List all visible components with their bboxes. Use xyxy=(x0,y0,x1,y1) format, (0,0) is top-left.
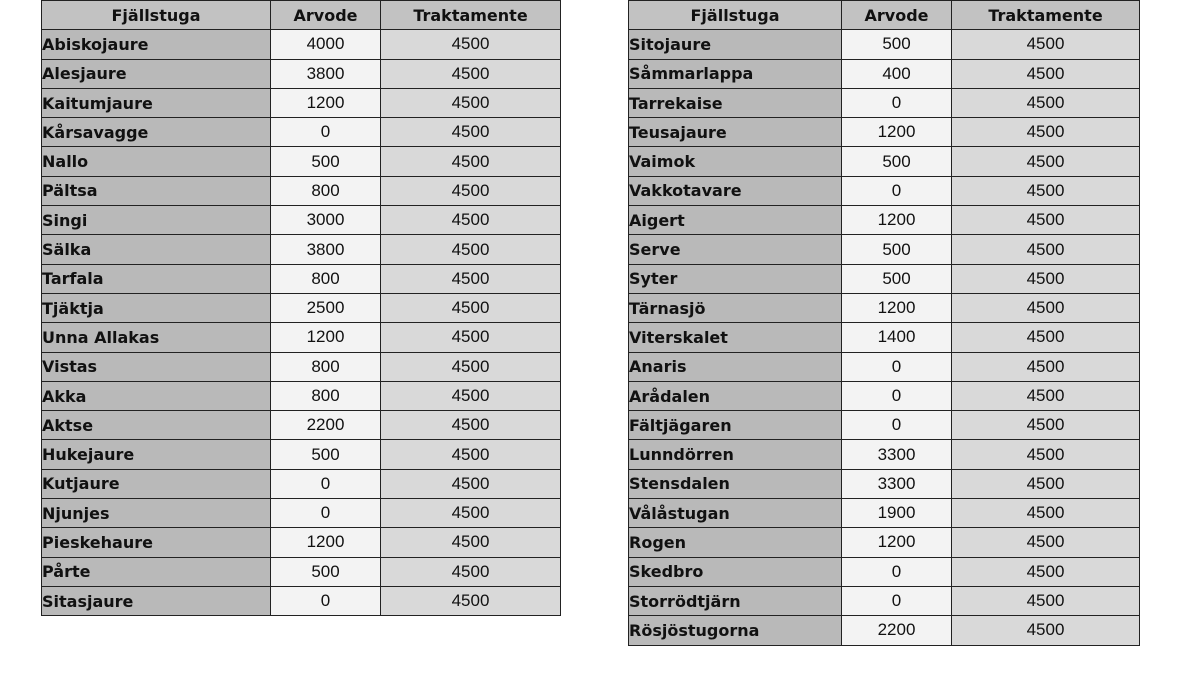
arvode-cell: 800 xyxy=(271,264,381,293)
header-row xyxy=(42,1,561,30)
cabin-name-cell: Serve xyxy=(629,235,842,264)
cabin-name-cell: Njunjes xyxy=(42,499,271,528)
traktamente-cell: 4500 xyxy=(952,469,1140,498)
traktamente-cell: 4500 xyxy=(381,206,561,235)
table-row xyxy=(629,176,1140,205)
table-row xyxy=(42,411,561,440)
arvode-cell: 500 xyxy=(842,147,952,176)
traktamente-cell: 4500 xyxy=(952,440,1140,469)
traktamente-cell: 4500 xyxy=(952,118,1140,147)
table-row xyxy=(42,293,561,322)
table-row xyxy=(629,499,1140,528)
traktamente-cell: 4500 xyxy=(381,293,561,322)
table-row xyxy=(629,440,1140,469)
cabin-rates-table-left xyxy=(41,0,561,616)
arvode-cell: 1200 xyxy=(271,88,381,117)
traktamente-cell: 4500 xyxy=(381,118,561,147)
cabin-name-cell: Aktse xyxy=(42,411,271,440)
arvode-cell: 0 xyxy=(842,352,952,381)
traktamente-cell: 4500 xyxy=(381,30,561,59)
cabin-name-cell: Akka xyxy=(42,381,271,410)
arvode-cell: 1200 xyxy=(842,293,952,322)
arvode-cell: 2200 xyxy=(271,411,381,440)
cabin-name-cell: Fältjägaren xyxy=(629,411,842,440)
arvode-cell: 3000 xyxy=(271,206,381,235)
table-row xyxy=(42,323,561,352)
table-row xyxy=(629,147,1140,176)
cabin-name-cell: Sitasjaure xyxy=(42,586,271,615)
table-row xyxy=(42,147,561,176)
traktamente-cell: 4500 xyxy=(381,528,561,557)
arvode-cell: 800 xyxy=(271,352,381,381)
table-row xyxy=(42,176,561,205)
table-row xyxy=(42,557,561,586)
arvode-cell: 500 xyxy=(271,147,381,176)
cabin-name-cell: Singi xyxy=(42,206,271,235)
traktamente-cell: 4500 xyxy=(952,206,1140,235)
traktamente-cell: 4500 xyxy=(952,30,1140,59)
header-row xyxy=(629,1,1140,30)
arvode-cell: 800 xyxy=(271,176,381,205)
traktamente-cell: 4500 xyxy=(952,88,1140,117)
arvode-cell: 0 xyxy=(842,586,952,615)
cabin-name-cell: Vålåstugan xyxy=(629,499,842,528)
traktamente-cell: 4500 xyxy=(952,293,1140,322)
cabin-name-cell: Pältsa xyxy=(42,176,271,205)
arvode-cell: 0 xyxy=(842,381,952,410)
arvode-cell: 2500 xyxy=(271,293,381,322)
traktamente-cell: 4500 xyxy=(381,323,561,352)
table-row xyxy=(42,206,561,235)
cabin-name-cell: Sälka xyxy=(42,235,271,264)
cabin-name-cell: Hukejaure xyxy=(42,440,271,469)
traktamente-cell: 4500 xyxy=(381,147,561,176)
traktamente-cell: 4500 xyxy=(381,586,561,615)
traktamente-cell: 4500 xyxy=(952,616,1140,645)
arvode-cell: 0 xyxy=(842,411,952,440)
header-fjallstuga: Fjällstuga xyxy=(42,1,271,30)
traktamente-cell: 4500 xyxy=(952,352,1140,381)
arvode-cell: 500 xyxy=(842,30,952,59)
traktamente-cell: 4500 xyxy=(381,352,561,381)
table-row xyxy=(42,235,561,264)
arvode-cell: 500 xyxy=(271,557,381,586)
table-row xyxy=(42,352,561,381)
cabin-name-cell: Tarfala xyxy=(42,264,271,293)
cabin-name-cell: Tarrekaise xyxy=(629,88,842,117)
table-row xyxy=(629,59,1140,88)
cabin-name-cell: Lunndörren xyxy=(629,440,842,469)
arvode-cell: 3800 xyxy=(271,235,381,264)
table-row xyxy=(629,616,1140,645)
arvode-cell: 0 xyxy=(842,88,952,117)
header-arvode: Arvode xyxy=(271,1,381,30)
table-row xyxy=(42,528,561,557)
table-row xyxy=(629,293,1140,322)
arvode-cell: 2200 xyxy=(842,616,952,645)
arvode-cell: 400 xyxy=(842,59,952,88)
table-row xyxy=(629,352,1140,381)
header-arvode: Arvode xyxy=(842,1,952,30)
cabin-name-cell: Kårsavagge xyxy=(42,118,271,147)
cabin-name-cell: Kaitumjaure xyxy=(42,88,271,117)
table-row xyxy=(42,381,561,410)
cabin-name-cell: Nallo xyxy=(42,147,271,176)
cabin-name-cell: Alesjaure xyxy=(42,59,271,88)
table-row xyxy=(629,206,1140,235)
traktamente-cell: 4500 xyxy=(381,411,561,440)
cabin-name-cell: Pårte xyxy=(42,557,271,586)
cabin-name-cell: Vaimok xyxy=(629,147,842,176)
cabin-name-cell: Viterskalet xyxy=(629,323,842,352)
table-row xyxy=(629,586,1140,615)
traktamente-cell: 4500 xyxy=(381,88,561,117)
table-row xyxy=(42,59,561,88)
traktamente-cell: 4500 xyxy=(952,528,1140,557)
arvode-cell: 1400 xyxy=(842,323,952,352)
traktamente-cell: 4500 xyxy=(381,176,561,205)
cabin-name-cell: Teusajaure xyxy=(629,118,842,147)
cabin-name-cell: Unna Allakas xyxy=(42,323,271,352)
cabin-name-cell: Aigert xyxy=(629,206,842,235)
traktamente-cell: 4500 xyxy=(952,147,1140,176)
table-row xyxy=(629,411,1140,440)
arvode-cell: 0 xyxy=(842,176,952,205)
arvode-cell: 500 xyxy=(271,440,381,469)
cabin-name-cell: Sitojaure xyxy=(629,30,842,59)
cabin-name-cell: Vakkotavare xyxy=(629,176,842,205)
table-row xyxy=(42,586,561,615)
traktamente-cell: 4500 xyxy=(381,59,561,88)
arvode-cell: 1200 xyxy=(842,528,952,557)
cabin-name-cell: Rösjöstugorna xyxy=(629,616,842,645)
arvode-cell: 1900 xyxy=(842,499,952,528)
traktamente-cell: 4500 xyxy=(381,440,561,469)
header-fjallstuga: Fjällstuga xyxy=(629,1,842,30)
cabin-name-cell: Såmmarlappa xyxy=(629,59,842,88)
traktamente-cell: 4500 xyxy=(381,264,561,293)
arvode-cell: 500 xyxy=(842,264,952,293)
table-row xyxy=(42,264,561,293)
traktamente-cell: 4500 xyxy=(952,586,1140,615)
table-row xyxy=(629,264,1140,293)
table-row xyxy=(42,499,561,528)
traktamente-cell: 4500 xyxy=(952,381,1140,410)
table-row xyxy=(629,381,1140,410)
cabin-name-cell: Pieskehaure xyxy=(42,528,271,557)
traktamente-cell: 4500 xyxy=(952,323,1140,352)
arvode-cell: 4000 xyxy=(271,30,381,59)
table-row xyxy=(629,557,1140,586)
arvode-cell: 0 xyxy=(271,118,381,147)
traktamente-cell: 4500 xyxy=(381,499,561,528)
traktamente-cell: 4500 xyxy=(381,557,561,586)
traktamente-cell: 4500 xyxy=(952,499,1140,528)
cabin-name-cell: Tjäktja xyxy=(42,293,271,322)
cabin-name-cell: Arådalen xyxy=(629,381,842,410)
header-traktamente: Traktamente xyxy=(952,1,1140,30)
arvode-cell: 0 xyxy=(271,499,381,528)
arvode-cell: 500 xyxy=(842,235,952,264)
cabin-rates-table-right xyxy=(628,0,1140,646)
cabin-name-cell: Stensdalen xyxy=(629,469,842,498)
arvode-cell: 0 xyxy=(271,469,381,498)
cabin-name-cell: Syter xyxy=(629,264,842,293)
cabin-name-cell: Skedbro xyxy=(629,557,842,586)
table-row xyxy=(42,469,561,498)
traktamente-cell: 4500 xyxy=(381,469,561,498)
arvode-cell: 1200 xyxy=(842,206,952,235)
arvode-cell: 0 xyxy=(271,586,381,615)
table-row xyxy=(42,440,561,469)
traktamente-cell: 4500 xyxy=(952,557,1140,586)
cabin-name-cell: Abiskojaure xyxy=(42,30,271,59)
table-row xyxy=(629,30,1140,59)
table-row xyxy=(629,528,1140,557)
table-row xyxy=(629,469,1140,498)
traktamente-cell: 4500 xyxy=(952,264,1140,293)
table-row xyxy=(42,30,561,59)
table-row xyxy=(629,88,1140,117)
cabin-name-cell: Anaris xyxy=(629,352,842,381)
arvode-cell: 800 xyxy=(271,381,381,410)
table-row xyxy=(42,88,561,117)
cabin-name-cell: Rogen xyxy=(629,528,842,557)
table-row xyxy=(629,235,1140,264)
arvode-cell: 3800 xyxy=(271,59,381,88)
arvode-cell: 3300 xyxy=(842,440,952,469)
arvode-cell: 1200 xyxy=(842,118,952,147)
table-row xyxy=(629,323,1140,352)
traktamente-cell: 4500 xyxy=(952,59,1140,88)
cabin-name-cell: Vistas xyxy=(42,352,271,381)
traktamente-cell: 4500 xyxy=(952,235,1140,264)
table-row xyxy=(629,118,1140,147)
cabin-name-cell: Tärnasjö xyxy=(629,293,842,322)
traktamente-cell: 4500 xyxy=(381,235,561,264)
cabin-name-cell: Storrödtjärn xyxy=(629,586,842,615)
arvode-cell: 1200 xyxy=(271,323,381,352)
table-row xyxy=(42,118,561,147)
traktamente-cell: 4500 xyxy=(952,411,1140,440)
traktamente-cell: 4500 xyxy=(381,381,561,410)
cabin-name-cell: Kutjaure xyxy=(42,469,271,498)
arvode-cell: 0 xyxy=(842,557,952,586)
arvode-cell: 3300 xyxy=(842,469,952,498)
traktamente-cell: 4500 xyxy=(952,176,1140,205)
header-traktamente: Traktamente xyxy=(381,1,561,30)
arvode-cell: 1200 xyxy=(271,528,381,557)
